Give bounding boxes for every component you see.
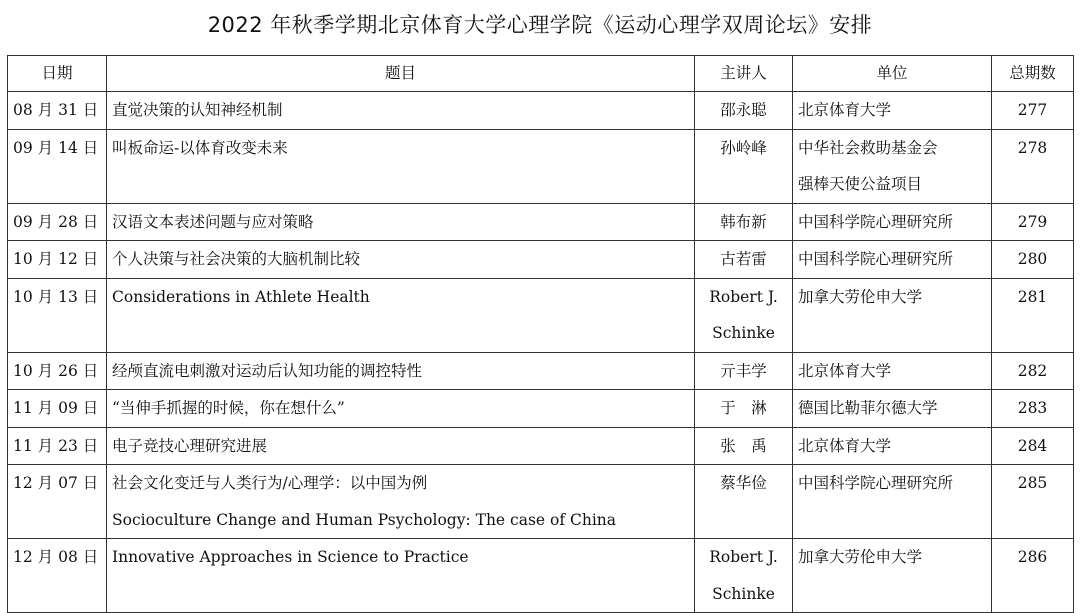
header-topic: 题目	[107, 56, 695, 92]
topic-line: Innovative Approaches in Science to Practice	[112, 548, 469, 566]
speaker-line: 蔡华俭	[720, 474, 767, 492]
unit-cell	[793, 427, 992, 465]
unit-cell	[793, 92, 992, 130]
speaker-line: Robert J.	[709, 287, 778, 306]
unit-line: 加拿大劳伦申大学	[798, 287, 923, 306]
date-cell: 11 月 23 日	[8, 427, 107, 465]
date-cell: 11 月 09 日	[8, 390, 107, 428]
issue-cell: 280	[992, 241, 1074, 279]
issue-cell: 283	[992, 390, 1074, 428]
speaker-line: 亓丰学	[720, 361, 767, 380]
table-row	[8, 352, 1074, 390]
table-row	[8, 539, 1074, 613]
unit-line: 北京体育大学	[798, 436, 892, 455]
page-title: 2022 年秋季学期北京体育大学心理学院《运动心理学双周论坛》安排	[207, 13, 873, 37]
speaker-cell	[695, 92, 793, 130]
speaker-line: 于 淋	[720, 399, 767, 417]
speaker-cell	[695, 129, 793, 203]
speaker-cell	[695, 278, 793, 352]
speaker-line: 孙岭峰	[720, 138, 767, 157]
topic-cell	[107, 92, 695, 130]
issue-cell: 281	[992, 278, 1074, 352]
unit-cell	[793, 465, 992, 539]
date-cell: 10 月 12 日	[8, 241, 107, 279]
issue-cell: 279	[992, 203, 1074, 241]
unit-cell	[793, 352, 992, 390]
topic-cell	[107, 129, 695, 203]
unit-line: 加拿大劳伦申大学	[798, 548, 923, 566]
issue-cell: 286	[992, 539, 1074, 613]
issue-cell: 282	[992, 352, 1074, 390]
unit-cell	[793, 539, 992, 613]
unit-cell	[793, 390, 992, 428]
topic-line: “当伸手抓握的时候，你在想什么”	[112, 399, 345, 417]
topic-cell	[107, 427, 695, 465]
unit-line: 中华社会救助基金会	[798, 138, 938, 157]
date-cell: 10 月 13 日	[8, 278, 107, 352]
table-row	[8, 241, 1074, 279]
topic-cell	[107, 390, 695, 428]
date-cell: 12 月 07 日	[8, 465, 107, 539]
header-speaker: 主讲人	[695, 56, 793, 92]
topic-cell	[107, 352, 695, 390]
unit-line: 中国科学院心理研究所	[798, 212, 954, 231]
date-cell: 10 月 26 日	[8, 352, 107, 390]
table-row	[8, 278, 1074, 352]
topic-line: 个人决策与社会决策的大脑机制比较	[112, 250, 361, 268]
unit-cell	[793, 203, 992, 241]
topic-cell	[107, 241, 695, 279]
topic-line: 叫板命运-以体育改变未来	[112, 138, 288, 157]
schedule-table	[7, 55, 1074, 613]
unit-line: 北京体育大学	[798, 361, 892, 380]
speaker-line: 邵永聪	[720, 101, 767, 119]
unit-cell	[793, 241, 992, 279]
topic-line: 直觉决策的认知神经机制	[112, 101, 283, 119]
unit-line: 中国科学院心理研究所	[798, 250, 954, 268]
topic-line: Socioculture Change and Human Psychology: The case of China	[112, 510, 617, 529]
issue-cell: 285	[992, 465, 1074, 539]
speaker-line: 张 禹	[720, 436, 767, 455]
unit-line: 中国科学院心理研究所	[798, 474, 954, 492]
topic-line: 汉语文本表述问题与应对策略	[112, 212, 314, 231]
speaker-line: Schinke	[712, 324, 775, 342]
topic-line: 经颅直流电刺激对运动后认知功能的调控特性	[112, 361, 423, 380]
topic-cell	[107, 203, 695, 241]
issue-cell: 277	[992, 92, 1074, 130]
speaker-line: 韩布新	[720, 212, 767, 231]
topic-cell	[107, 465, 695, 539]
header-unit: 单位	[793, 56, 992, 92]
speaker-cell	[695, 390, 793, 428]
header-issue-number: 总期数	[992, 56, 1074, 92]
unit-line: 强棒天使公益项目	[798, 175, 923, 193]
issue-cell: 278	[992, 129, 1074, 203]
speaker-cell	[695, 465, 793, 539]
speaker-cell	[695, 427, 793, 465]
topic-line: 社会文化变迁与人类行为/心理学：以中国为例	[112, 474, 428, 492]
speaker-cell	[695, 203, 793, 241]
date-cell: 09 月 14 日	[8, 129, 107, 203]
topic-cell	[107, 539, 695, 613]
table-row	[8, 427, 1074, 465]
speaker-line: Schinke	[712, 584, 775, 603]
date-cell: 12 月 08 日	[8, 539, 107, 613]
speaker-cell	[695, 352, 793, 390]
unit-line: 德国比勒菲尔德大学	[798, 399, 938, 417]
table-row	[8, 92, 1074, 130]
table-row	[8, 203, 1074, 241]
topic-cell	[107, 278, 695, 352]
date-cell: 09 月 28 日	[8, 203, 107, 241]
speaker-line: 古若雷	[720, 250, 767, 268]
topic-line: Considerations in Athlete Health	[112, 287, 370, 306]
table-row	[8, 129, 1074, 203]
unit-cell	[793, 278, 992, 352]
speaker-cell	[695, 539, 793, 613]
header-date: 日期	[8, 56, 107, 92]
table-row	[8, 390, 1074, 428]
speaker-cell	[695, 241, 793, 279]
unit-cell	[793, 129, 992, 203]
issue-cell: 284	[992, 427, 1074, 465]
unit-line: 北京体育大学	[798, 101, 892, 119]
table-row	[8, 465, 1074, 539]
header-row	[8, 56, 1074, 92]
speaker-line: Robert J.	[709, 548, 778, 566]
topic-line: 电子竞技心理研究进展	[112, 436, 268, 455]
date-cell: 08 月 31 日	[8, 92, 107, 130]
